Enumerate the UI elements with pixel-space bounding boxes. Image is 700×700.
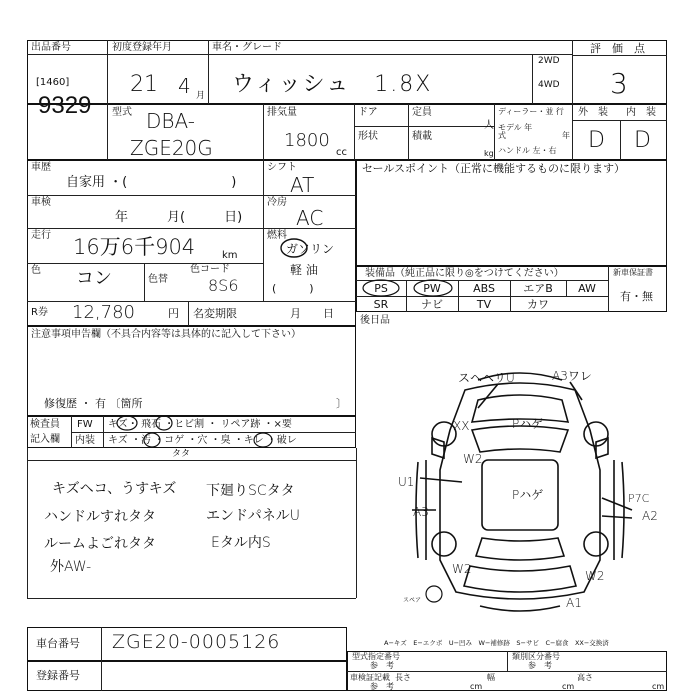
dmg-label-2: A3ワレ xyxy=(552,369,592,383)
drive-4wd: 4WD xyxy=(538,80,560,90)
exterior-label: 外 装 xyxy=(578,107,608,118)
new-car-warranty-label: 新車保証書 xyxy=(613,268,653,277)
name-change-label: 名変期限 xyxy=(193,307,237,320)
dmg-label-9: A3 xyxy=(413,505,429,519)
history-label: 車歴 xyxy=(31,162,51,173)
left-note-1: キズヘコ、うすキズ xyxy=(52,481,177,497)
loading-label: 積載 xyxy=(412,131,432,142)
equip-abs: ABS xyxy=(473,281,495,295)
fuel-diesel: 軽 油 xyxy=(290,263,318,277)
dmg-label-6: U1 xyxy=(398,475,415,489)
length-label: 長さ xyxy=(395,673,411,682)
interior-label: 内 装 xyxy=(626,107,656,118)
score-value: 3 xyxy=(610,67,628,100)
interior-inspect-label: 内装 xyxy=(75,435,95,446)
fuel-gas-circle xyxy=(279,237,309,259)
sales-frame xyxy=(356,160,667,266)
dmg-label-1: スヘヘリU xyxy=(458,371,515,385)
damage-legend: A−キズ E−エクボ U−凹み W−補修跡 S−サビ C−腐食 XX−交換済 xyxy=(384,639,609,647)
height-label: 高さ xyxy=(577,673,593,682)
width-label: 幅 xyxy=(487,673,495,682)
inspector-marks xyxy=(105,414,355,450)
lot-code: [1460] xyxy=(36,77,70,88)
capacity-label: 定員 xyxy=(412,107,432,118)
length-unit: cm xyxy=(470,682,483,691)
shift-value: AT xyxy=(290,173,315,197)
equip-sr: SR xyxy=(373,297,389,311)
ac-value: AC xyxy=(296,206,324,230)
mileage-value: 16万6千904 xyxy=(73,235,196,259)
mileage-label: 走行 xyxy=(31,230,51,241)
equip-airbag: エアB xyxy=(523,282,553,295)
dmg-label-8: P7C xyxy=(628,492,650,505)
equip-navi: ナビ xyxy=(421,298,443,311)
r-ticket-label: R券 xyxy=(31,307,48,318)
dmg-label-10: A2 xyxy=(642,509,658,523)
displacement-label: 排気量 xyxy=(267,107,297,118)
color-label: 色 xyxy=(31,265,41,276)
after-items-label: 後日品 xyxy=(360,315,390,326)
lot-number-label: 出品番号 xyxy=(31,42,71,53)
exterior-grade: D xyxy=(588,128,605,153)
fuel-label: 燃料 xyxy=(267,230,287,241)
color-value: コン xyxy=(76,268,112,289)
right-note-2: エンドパネルU xyxy=(206,508,300,524)
spare-label: スペア xyxy=(403,597,422,604)
fw-items: キズ・ 飛石 ・ヒビ割 ・ リペア跡 ・×要 xyxy=(108,419,292,430)
model-year-label: モデル 年式 xyxy=(498,123,533,140)
shape-label: 形状 xyxy=(358,131,378,142)
displacement-unit: cc xyxy=(336,147,347,158)
handle-label: ハンドル 左・右 xyxy=(498,146,557,155)
lot-number: 9329 xyxy=(38,92,92,119)
r-ticket-unit: 円 xyxy=(168,307,179,320)
equip-ps: PS xyxy=(374,281,388,295)
displacement-value: 1800 xyxy=(284,130,330,151)
dmg-label-13: A1 xyxy=(566,596,582,610)
width-unit: cm xyxy=(562,682,575,691)
history-value: 自家用 ・( ) xyxy=(66,175,237,190)
chassis-value: ZGE20-0005126 xyxy=(112,631,281,653)
inspection-value: 年 月( 日) xyxy=(115,210,243,225)
equip-leather: カワ xyxy=(527,298,549,311)
equip-pw: PW xyxy=(423,281,441,295)
class-ref: 参 考 xyxy=(528,661,552,670)
model-cert-ref: 参 考 xyxy=(370,661,394,670)
registration-month-unit: 月 xyxy=(196,91,206,101)
fuel-gas: ガソリン xyxy=(286,242,335,256)
door-label: ドア xyxy=(358,107,378,118)
equipment-heading: 装備品（純正品に限り◎をつけてください） xyxy=(365,268,564,279)
note-tata: タタ xyxy=(172,449,191,459)
left-note-3: ルームよごれタタ xyxy=(44,536,156,552)
car-name-label: 車名・グレード xyxy=(212,42,282,53)
dealer-label: ディーラー・並 行 xyxy=(498,107,564,116)
dmg-label-11: W2 xyxy=(452,562,472,576)
equip-aw: AW xyxy=(578,281,596,295)
model-cert-label: 型式指定番号 xyxy=(352,652,400,661)
dmg-label-4: Pハゲ xyxy=(512,417,544,431)
registration-label: 登録番号 xyxy=(36,669,80,682)
equip-tv: TV xyxy=(476,297,492,311)
inspection-label: 車検 xyxy=(31,197,51,208)
color-change-label: 色替 xyxy=(148,274,168,285)
height-unit: cm xyxy=(652,682,665,691)
year-unit: 年 xyxy=(562,131,570,140)
loading-unit: kg xyxy=(484,149,494,158)
model-line2: ZGE20G xyxy=(130,136,213,160)
interior-grade: D xyxy=(634,128,651,153)
name-change-value: 月 日 xyxy=(290,307,334,320)
sales-heading: セールスポイント（正常に機能するものに限ります） xyxy=(362,162,626,175)
ac-label: 冷房 xyxy=(267,197,287,208)
drive-2wd: 2WD xyxy=(538,56,560,66)
equip-circles xyxy=(356,279,466,297)
first-registration-label: 初度登録年月 xyxy=(112,42,172,53)
shift-label: シフト xyxy=(267,162,297,173)
chassis-label: 車台番号 xyxy=(36,637,80,650)
registration-month: 4 xyxy=(178,74,191,98)
dmg-label-5: W2 xyxy=(463,452,483,466)
right-note-3: Eタル内S xyxy=(211,535,271,551)
registration-year: 21 xyxy=(130,72,158,97)
left-note-4: 外AW- xyxy=(50,559,92,575)
class-label: 類別区分番号 xyxy=(512,652,560,661)
dmg-label-7: Pハゲ xyxy=(512,488,544,502)
notes-heading: 注意事項申告欄（不具合内容等は具体的に記入して下さい） xyxy=(31,329,301,340)
fuel-paren: ( ) xyxy=(272,282,314,295)
new-car-warranty-values: 有・無 xyxy=(620,290,653,303)
dmg-label-3: XX xyxy=(453,419,470,433)
dmg-label-12: W2 xyxy=(585,569,605,583)
model-line1: DBA- xyxy=(146,109,195,133)
repair-end: 〕 xyxy=(336,397,347,410)
car-name-value: ウィッシュ 1.8X xyxy=(232,72,433,97)
inspector-label-1: 検査員 xyxy=(30,419,60,430)
interior-inspect-items: キズ ・汚 ・コゲ ・穴 ・臭 ・キレ ・破レ xyxy=(108,435,297,446)
capacity-unit: 人 xyxy=(484,120,494,131)
color-code-value: 8S6 xyxy=(208,276,239,295)
score-label: 評 価 点 xyxy=(590,42,645,55)
r-ticket-value: 12,780 xyxy=(72,302,135,323)
repair-label: 修復歴 ・ 有 〔箇所 xyxy=(44,397,143,410)
color-code-label: 色コード xyxy=(190,264,230,275)
cert-ref: 参 考 xyxy=(370,682,394,691)
inspector-label-2: 記入欄 xyxy=(30,434,60,445)
fw-label: FW xyxy=(77,419,93,430)
mileage-unit: km xyxy=(222,250,238,261)
left-note-2: ハンドルすれタタ xyxy=(44,509,156,525)
right-note-1: 下廻りSCタタ xyxy=(206,483,295,499)
cert-label: 車検証記載 xyxy=(350,673,390,682)
model-label: 型式 xyxy=(112,107,132,118)
